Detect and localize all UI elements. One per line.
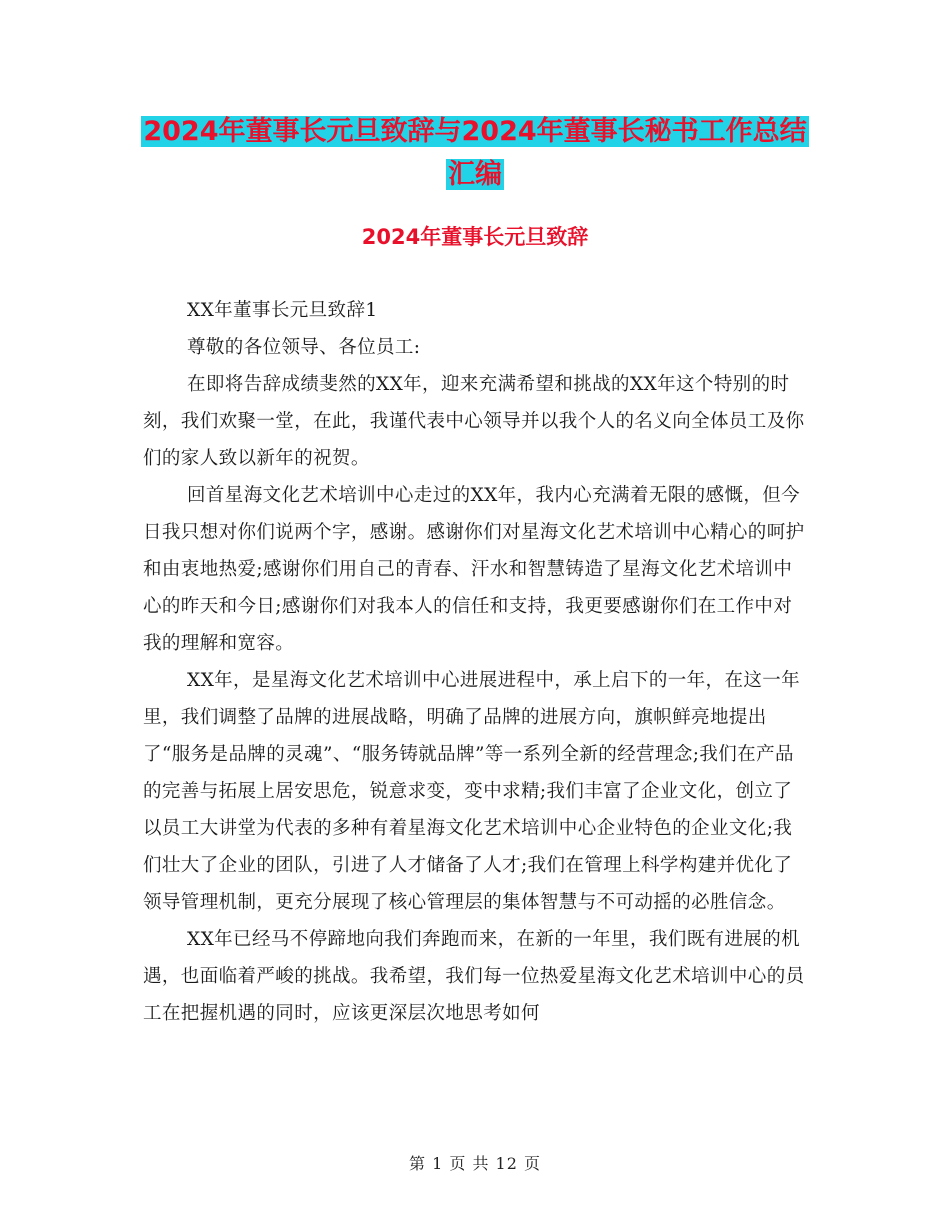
document-title-line-1 (0, 110, 950, 154)
document-title-line-2 (0, 153, 950, 197)
title-highlight: 汇编 (448, 159, 502, 190)
title-highlight: 2024年董事长元旦致辞与2024年董事长秘书工作总结 (143, 116, 807, 147)
section-title: 2024年董事长元旦致辞 (361, 225, 589, 249)
page-footer: 第 1 页 共 12 页 (409, 1154, 541, 1173)
paragraph: XX年已经马不停蹄地向我们奔跑而来，在新的一年里，我们既有进展的机遇，也面临着严峻的挑战。我希望，我们每一位热爱星海文化艺术培训中心的员工在把握机遇的同时，应该更深层次地思考如何 (143, 929, 805, 1024)
paragraph: 在即将告辞成绩斐然的XX年，迎来充满希望和挑战的XX年这个特别的时刻，我们欢聚一堂，在此，我谨代表中心领导并以我个人的名义向全体员工及你们的家人致以新年的祝贺。 (143, 374, 805, 469)
document-body (143, 292, 811, 1032)
paragraph: XX年，是星海文化艺术培训中心进展进程中，承上启下的一年，在这一年里，我们调整了品牌的进展战略，明确了品牌的进展方向，旗帜鲜亮地提出了“服务是品牌的灵魂”、“服务铸就品牌”等一系列全新的经营理念;我们在产品的完善与拓展上居安思危，锐意求变，变中求精;我们丰富了企业文化，创立了以员工大讲堂为代表的多种有着星海文化艺术培训中心企业特色的企业文化;我们壮大了企业的团队，引进了人才储备了人才;我们在管理上科学构建并优化了领导管理机制，更充分展现了核心管理层的集体智慧与不可动摇的必胜信念。 (143, 670, 801, 913)
paragraph: 回首星海文化艺术培训中心走过的XX年，我内心充满着无限的感慨，但今日我只想对你们说两个字，感谢。感谢你们对星海文化艺术培训中心精心的呵护和由衷地热爱;感谢你们用自己的青春、汗水和智慧铸造了星海文化艺术培训中心的昨天和今日;感谢你们对我本人的信任和支持，我更要感谢你们在工作中对我的理解和宽容。 (143, 485, 805, 654)
paragraph: XX年董事长元旦致辞1 (187, 300, 378, 321)
paragraph: 尊敬的各位领导、各位员工: (187, 337, 421, 358)
